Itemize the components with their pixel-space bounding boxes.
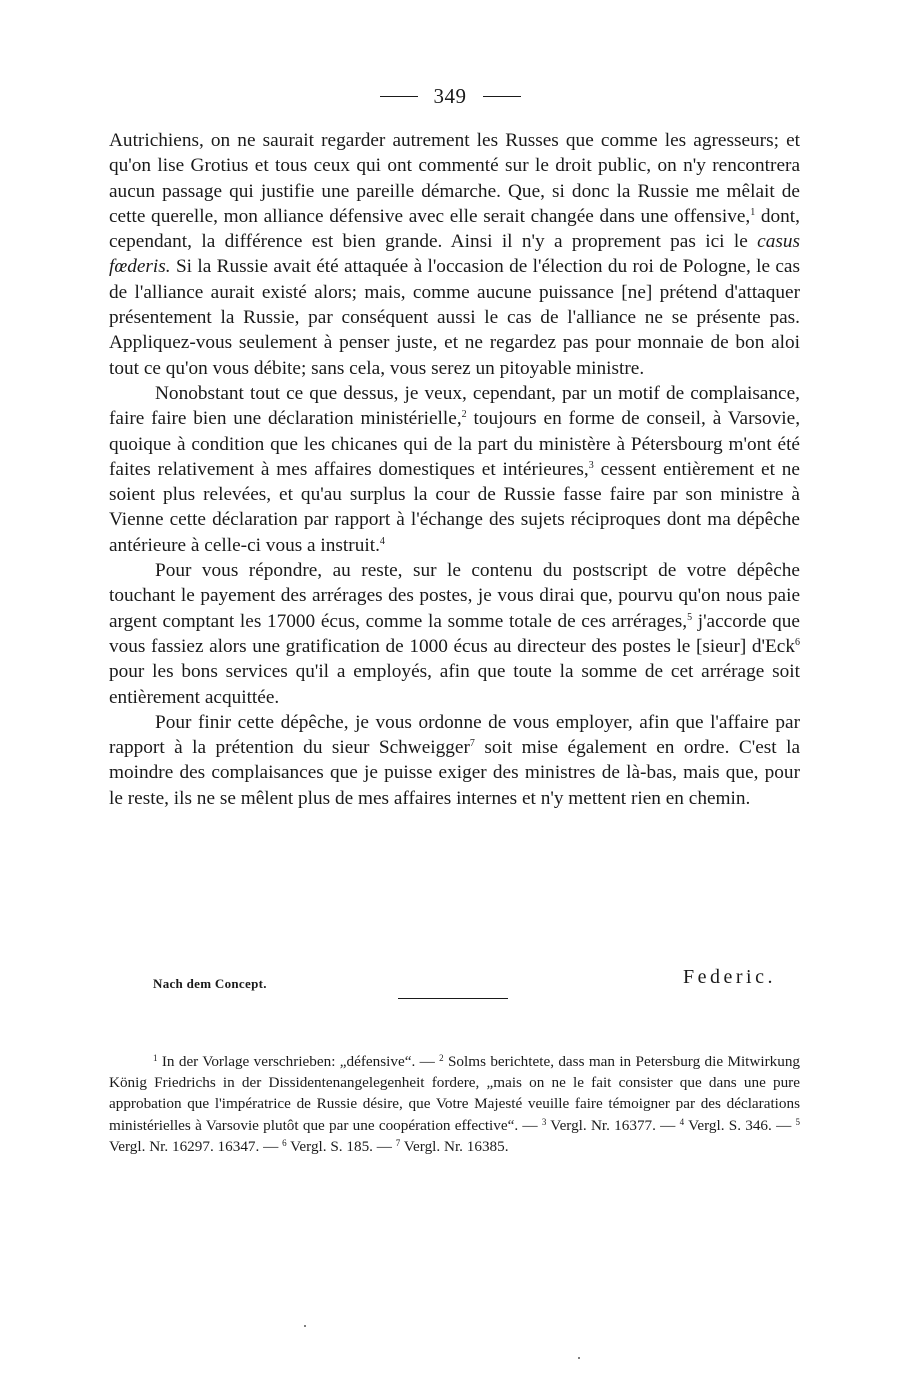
header-dash-right (483, 96, 521, 97)
paragraph-4 (109, 710, 800, 811)
footnote-text-5: Vergl. Nr. 16297. 16347. — (109, 1137, 283, 1155)
footnote-mark-6: 6 (282, 1137, 287, 1148)
footnote-ref-6: 6 (795, 636, 800, 648)
source-note: Nach dem Concept. (153, 976, 267, 991)
footnote-text-4: Vergl. S. 346. — (684, 1116, 796, 1134)
paragraph-1 (109, 128, 800, 381)
main-text (109, 128, 801, 991)
paragraph-4-text-b: soit mise également en ordre. C'est la moindre des complaisances que je puisse exiger des ministres de là-bas, mais que, pour le reste, ils ne se mêlent plus de mes affaires internes et n'y mettent rien en chemin. (109, 737, 800, 809)
closing-line (109, 965, 800, 991)
italic-phrase: casus fœderis. (109, 231, 800, 278)
footnote-block (109, 1051, 800, 1157)
footnote-ref-5: 5 (687, 611, 693, 623)
footnote-ref-2: 2 (461, 409, 467, 421)
footnote-ref-3: 3 (588, 459, 594, 471)
footnote-mark-5: 5 (795, 1116, 800, 1127)
paragraph-3 (109, 558, 800, 710)
paragraph-4-text-a: Pour finir cette dépêche, je vous ordonne de vous employer, afin que l'affaire par rapport à la prétention du sieur Schweigger (109, 711, 800, 759)
footnote-ref-7: 7 (469, 738, 475, 750)
paragraph-3-text-c: pour les bons services qu'il a employés, afin que toute la somme de cet arrérage soit entièrement acquittée. (109, 661, 800, 708)
footnote-mark-7: 7 (395, 1137, 401, 1148)
footnote-text-7: Vergl. Nr. 16385. (400, 1137, 509, 1155)
page-number: 349 (433, 84, 467, 108)
footnote-ref-4: 4 (379, 535, 385, 547)
signature: Federic. (683, 966, 776, 988)
footnote-mark-3: 3 (541, 1116, 547, 1127)
paragraph-1-text-c: Si la Russie avait été attaquée à l'occasion de l'élection du roi de Pologne, le cas de l'alliance aurait existé alors; mais, comme aucune puissance [ne] prétend d'attaquer présentement la Russie, par conséquent aussi le cas de l'alliance ne se présente pas. Appliquez-vous seulement à penser juste, et ne regardez pas pour monnaie de bon aloi tout ce qu'on vous débite; sans cela, vous serez un pitoyable ministre. (109, 256, 800, 379)
footnote-mark-2: 2 (439, 1053, 444, 1063)
paragraph-3-text-a: Pour vous répondre, au reste, sur le contenu du postscript de votre dépêche touchant le payement des arrérages des postes, je vous dirai que, pourvu qu'on nous paie argent comptant les 17000 écus, comme la somme totale de ces arrérages, (109, 560, 800, 632)
paragraph-3-text-b: j'accorde que vous fassiez alors une gratification de 1000 écus au directeur des postes le [sieur] d'Eck (109, 610, 800, 657)
footnote-text-6: Vergl. S. 185. — (286, 1137, 396, 1155)
paragraph-2-text-c: cessent entièrement et ne soient plus relevées, et qu'au surplus la cour de Russie fasse faire par son ministre à Vienne cette déclaration par rapport à l'échange des sujets réciproques dont ma dépêche antérieure à celle-ci vous a instruit. (109, 458, 800, 556)
scan-speck (304, 1325, 306, 1327)
footnote-separator (398, 998, 508, 999)
footnotes (109, 1051, 800, 1157)
footnote-text-2: Solms berichtete, dass man in Petersburg die Mitwirkung König Friedrichs in der Dissidentenangelegenheit fordere, „mais on ne le fait consister que dans une pure approbation que l'impératrice de Russie désire, que Votre Majesté veuille faire témoigner par des déclarations ministérielles à Varsovie plutôt que par une coopération effective“. — (109, 1053, 801, 1134)
scan-speck (578, 1357, 580, 1359)
footnote-text-1: In der Vorlage verschrieben: „défensive“. — (157, 1053, 440, 1070)
footnote-mark-4: 4 (679, 1116, 685, 1127)
paragraph-2-text-b: toujours en forme de conseil, à Varsovie, quoique à condition que les chicanes qui de la part du ministère à Pétersbourg m'ont été faites relativement à mes affaires domestiques et intérieures, (109, 408, 801, 480)
footnote-text-3: Vergl. Nr. 16377. — (546, 1116, 680, 1134)
paragraph-2-text-a: Nonobstant tout ce que dessus, je veux, cependant, par un motif de complaisance, faire faire bien une déclaration ministérielle, (109, 382, 800, 430)
footnote-ref-1: 1 (750, 206, 756, 218)
paragraph-1-text-a: Autrichiens, on ne saurait regarder autrement les Russes que comme les agresseurs; et qu'on lise Grotius et tous ceux qui ont commenté sur le droit public, on n'y rencontrera aucun passage qui justifie une pareille démarche. Que, si donc la Russie me mêlait de cette querelle, mon alliance défensive avec elle serait changée dans une offensive, (109, 130, 800, 227)
header-dash-left (380, 96, 418, 97)
paragraph-2 (109, 381, 800, 558)
footnote-mark-1: 1 (153, 1053, 158, 1063)
paragraph-1-text-b: dont, cependant, la différence est bien grande. Ainsi il n'y a proprement pas ici le (109, 205, 800, 253)
page-header (0, 84, 900, 109)
